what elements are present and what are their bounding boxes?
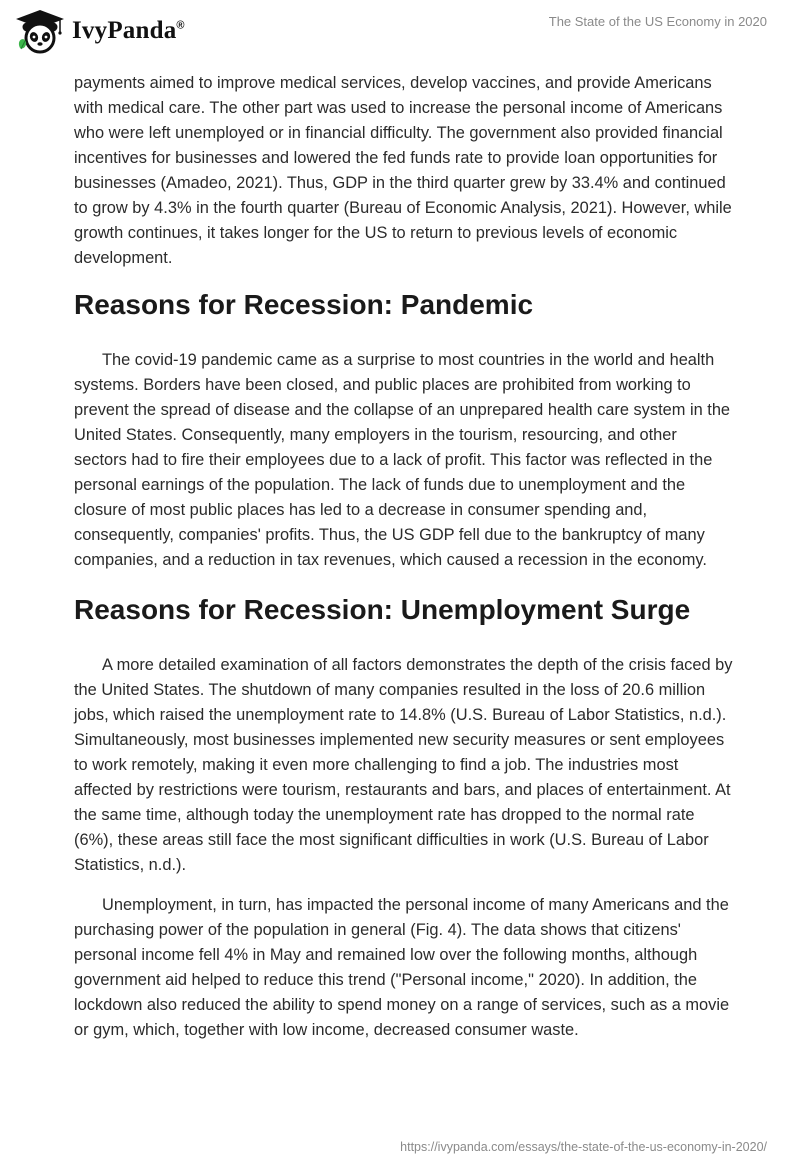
heading-unemployment-surge: Reasons for Recession: Unemployment Surge [74, 594, 691, 625]
page-header [0, 0, 800, 70]
footer-source-url[interactable]: https://ivypanda.com/essays/the-state-of-the-us-economy-in-2020/ [400, 1140, 767, 1154]
heading-pandemic: Reasons for Recession: Pandemic [74, 289, 534, 320]
unemployment-paragraph-1: A more detailed examination of all factors demonstrates the depth of the crisis faced by the United States. The shutdown of many companies resulted in the loss of 20.6 million jobs, which raised the unemployment rate to 14.8% (U.S. Bureau of Labor Statistics, n.d.). Simultaneously, most businesses implemented new security measures or sent employees to work remotely, making it even more challenging to find a job. The industries most affected by restrictions were tourism, restaurants and bars, and places of entertainment. At the same time, although today the unemployment rate has dropped to the normal rate (6%), these areas still face the most significant difficulties in work (U.S. Bureau of Labor Statistics, n.d.). [74, 656, 733, 874]
intro-paragraph: payments aimed to improve medical services, develop vaccines, and provide Americans with medical care. The other part was used to increase the personal income of Americans who were left unemployed or in financial difficulty. The government also provided financial incentives for businesses and lowered the fed funds rate to provide loan opportunities for businesses (Amadeo, 2021). Thus, GDP in the third quarter grew by 33.4% and continued to grow by 4.3% in the fourth quarter (Bureau of Economic Analysis, 2021). However, while growth continues, it takes longer for the US to return to previous levels of economic development. [74, 74, 732, 267]
unemployment-paragraph-2: Unemployment, in turn, has impacted the personal income of many Americans and the purchasing power of the population in general (Fig. 4). The data shows that citizens' personal income fell 4% in May and remained low over the following months, although government aid helped to reduce this trend ("Personal income," 2020). In addition, the lockdown also reduced the ability to spend money on a range of services, such as a movie or gym, which, together with low income, decreased consumer waste. [74, 896, 730, 1039]
document-title: The State of the US Economy in 2020 [548, 14, 767, 29]
pandemic-paragraph: The covid-19 pandemic came as a surprise to most countries in the world and health systems. Borders have been closed, and public places are prohibited from working to prevent the spread of disease and the collapse of an unprepared health care system in the United States. Consequently, many employers in the tourism, resourcing, and other sectors had to fire their employees due to a lack of profit. This factor was reflected in the personal earnings of the population. The lack of funds due to unemployment and the closure of most public places has led to a decrease in consumer spending and, consequently, companies' profits. Thus, the US GDP fell due to the bankruptcy of many companies, and a reduction in tax revenues, which caused a recession in the economy. [74, 351, 731, 569]
logo-wordmark: IvyPanda® [72, 17, 185, 44]
panda-graduation-cap-icon [14, 8, 66, 54]
ivypanda-logo[interactable] [14, 8, 185, 54]
essay-content [74, 71, 734, 1058]
